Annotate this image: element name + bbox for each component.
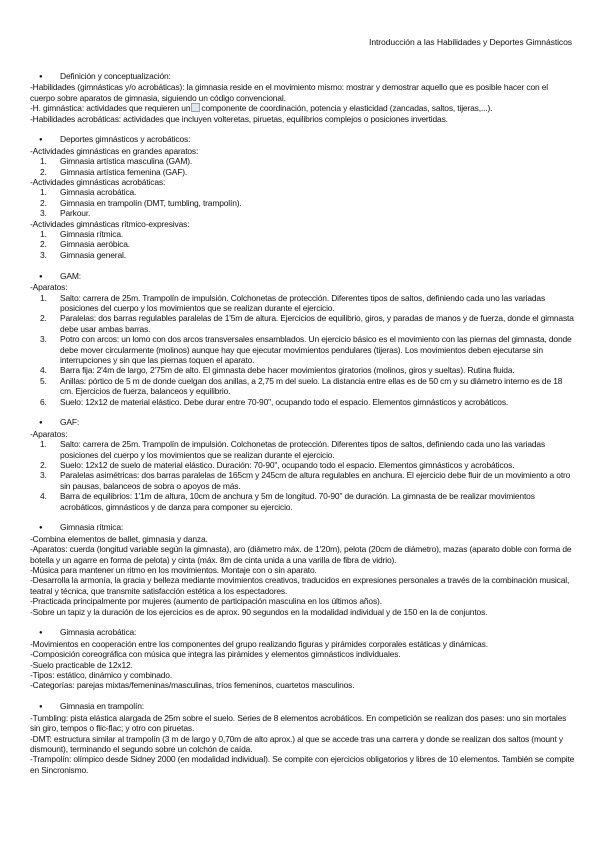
list-item: 1. Gimnasia rítmica. [40,229,124,240]
list-item: 1. Salto: carrera de 25m. Trampolín de impulsión. Colchonetas de protección. Diferentes tipos de saltos, definiendo cada uno las variadas posiciones del cuerpo y los movimientos que se realizan durante el ejercicio. [40,292,546,313]
section-heading: ● Definición y conceptualización: [39,71,171,81]
paragraph: -Practicada principalmente por mujeres (aumento de participación masculina en los últimos años). [30,596,382,607]
section-trampolin [30,701,575,775]
paragraph: -Habilidades acrobáticas: actividades que incluyen volteretas, piruetas, equilibrios complejos o posiciones invertidas. [30,113,448,124]
list-item: 3. Parkour. [40,208,91,219]
paragraph: -Composición coreográfica con música que integra las pirámides y elementos gimnásticos individuales. [30,649,401,660]
list-label: -Actividades gimnásticas rítmico-expresivas: [30,218,190,229]
section-definicion [30,71,575,124]
paragraph: -Categorías: parejas mixtas/femeninas/masculinas, tríos femeninos, cuartetos masculinos. [30,680,355,691]
paragraph: -Trampolín: olímpico desde Sidney 2000 (en modalidad individual). Se compite con ejercicios obligatorios y libres de 10 elementos. También se compite en Sincronismo. [30,754,575,775]
bullet-icon: ● [39,420,43,427]
list-item: 3. Paralelas asimétricas: dos barras paralelas de 165cm y 245cm de altura regulables en anchura. El ejercicio debe fluir de un movimiento a otro sin pausas, balanceos de sobra o apoyos de más. [40,470,571,491]
paragraph: -Sobre un tapiz y la duración de los ejercicios es de aprox. 90 segundos en la modalidad individual y de 150 en la de conjuntos. [30,606,488,617]
paragraph: -Música para mantener un ritmo en los movimientos. Montaje con o sin aparato. [30,565,317,576]
section-ritmica [30,522,575,617]
section-heading: ● Gimnasia rítmica: [39,522,124,533]
list-item: 3. Gimnasia general. [40,249,126,260]
list-item: 6. Suelo: 12x12 de material elástico. Debe durar entre 70-90", ocupando todo el espacio. Elementos gimnásticos y acrobáticos. [40,396,509,407]
list-label: -Actividades gimnásticas acrobáticas: [30,177,166,188]
list-label: -Aparatos: [30,428,68,439]
bullet-icon: ● [39,704,43,711]
list-item: 3. Potro con arcos: un lomo con dos arcos transversales ensamblados. Un ejercicio básico es el movimiento con las piernas del gimnasta, donde debe mover circularmente (molinos) aunque hay que ejecutar movimientos pendulares (tijeras). Los movimientos deben ejecutarse sin interrupciones y sin que las piernas toquen el aparato. [40,334,572,365]
list-item: 2. Gimnasia en trampolín (DMT, tumbling, trampolín). [40,197,242,208]
bullet-icon: ● [39,630,43,637]
paragraph: -Habilidades (gimnásticas y/o acrobáticas): la gimnasia reside en el movimiento mismo: mostrar y demostrar aquello que es posible hacer con el cuerpo sobre aparatos de gimnasia, siguiendo un código convencional. [30,82,549,103]
paragraph: -Tipos: estático, dinámico y combinado. [30,670,173,681]
paragraph: -Desarrolla la armonía, la gracia y belleza mediante movimientos creativos, traducidos en expresiones personales a través de la combinación musical, teatral y técnica, que transmite satisfacción estética a los espectadores. [30,575,570,596]
list-item: 2. Paralelas: dos barras regulables paralelas de 1'5m de altura. Ejercicios de equilibrio, giros, y paradas de manos y de fuerza, donde el gimnasta debe usar ambas barras. [40,313,574,334]
list-label: -Aparatos: [30,282,68,293]
page-header-title: Introducción a las Habilidades y Deportes Gimnásticos [369,37,572,47]
missing-character-icon [191,103,200,112]
section-heading: ● Gimnasia acrobática: [39,627,137,638]
section-acrobatica [30,627,575,690]
bullet-icon: ● [39,525,43,532]
list-item: 2. Gimnasia aeróbica. [40,239,130,250]
paragraph: -Movimientos en cooperación entre los componentes del grupo realizando figuras y pirámides corporales estáticas y dinámicas. [30,638,488,649]
paragraph: -H. gimnástica: actividades que requieren un componente de coordinación, potencia y elasticidad (zancadas, saltos, tijeras,...). [30,103,493,114]
paragraph: -Suelo practicable de 12x12. [30,659,133,670]
list-item: 4. Barra de equilibrios: 1'1m de altura, 10cm de anchura y 5m de longitud. 70-90" de duración. La gimnasta de be realizar movimientos acrobáticos, gimnásticos y de danza para componer su ejercicio. [40,491,535,512]
list-item: 1. Salto: carrera de 25m. Trampolín de impulsión. Colchonetas de protección. Diferentes tipos de saltos, definiendo cada uno las variadas posiciones del cuerpo y los movimientos que se realizan durante el ejercicio. [40,439,546,460]
section-deportes [30,134,575,260]
section-heading: ● GAM: [39,270,81,281]
paragraph: -Aparatos: cuerda (longitud variable según la gimnasta), aro (diámetro máx. de 1'20m), pelota (20cm de diámetro), mazas (aparato doble con forma de botella y un agarre en forma de pelota) y cinta (máx. 8m de cinta unida a una varilla de fibra de vidrio). [30,544,572,565]
bullet-icon: ● [39,74,43,80]
document-body [30,71,575,786]
list-item: 5. Anillas: pórtico de 5 m de donde cuelgan dos anillas, a 2,75 m del suelo. La distancia entre ellas es de 50 cm y su diámetro interno es de 18 cm. Ejercicios de fuerza, balanceos y equilibrio. [40,375,563,397]
list-item: 1. Gimnasia artística masculina (GAM). [40,156,193,167]
list-item: 2. Suelo: 12x12 de suelo de material elástico. Duración: 70-90", ocupando todo el espacio. Elementos gimnásticos y acrobáticos. [40,459,515,470]
bullet-icon: ● [39,137,43,144]
list-item: 2. Gimnasia artística femenina (GAF). [40,166,188,177]
list-item: 4. Barra fija: 2'4m de largo, 2'75m de alto. El gimnasta debe hacer movimientos giratorios (molinos, giros y sueltas). Rutina fluida. [40,365,515,376]
paragraph: -Tumbling: pista elástica alargada de 25m sobre el suelo. Series de 8 elementos acrobáticos. En competición se realizan dos pases: uno sin mortales sin giro, tempos o flic-flac; y otro con piruetas. [30,712,567,734]
section-gam [30,271,575,407]
section-heading: ● Gimnasia en trampolín: [39,701,144,712]
section-heading: ● GAF: [39,417,80,428]
list-label: -Actividades gimnásticas en grandes aparatos: [30,145,199,156]
section-gaf [30,417,575,512]
paragraph: -DMT: estructura similar al trampolín (3 m de largo y 0,70m de alto aprox.) al que se accede tras una carrera y donde se realizan dos saltos (mount y dismount), terminando el segundo sobre un colchón de caída. [30,733,563,754]
paragraph: -Combina elementos de ballet, gimnasia y danza. [30,533,208,544]
section-heading: ● Deportes gimnásticos y acrobáticos: [39,134,191,145]
bullet-icon: ● [39,273,43,280]
list-item: 1. Gimnasia acrobática. [40,187,137,198]
